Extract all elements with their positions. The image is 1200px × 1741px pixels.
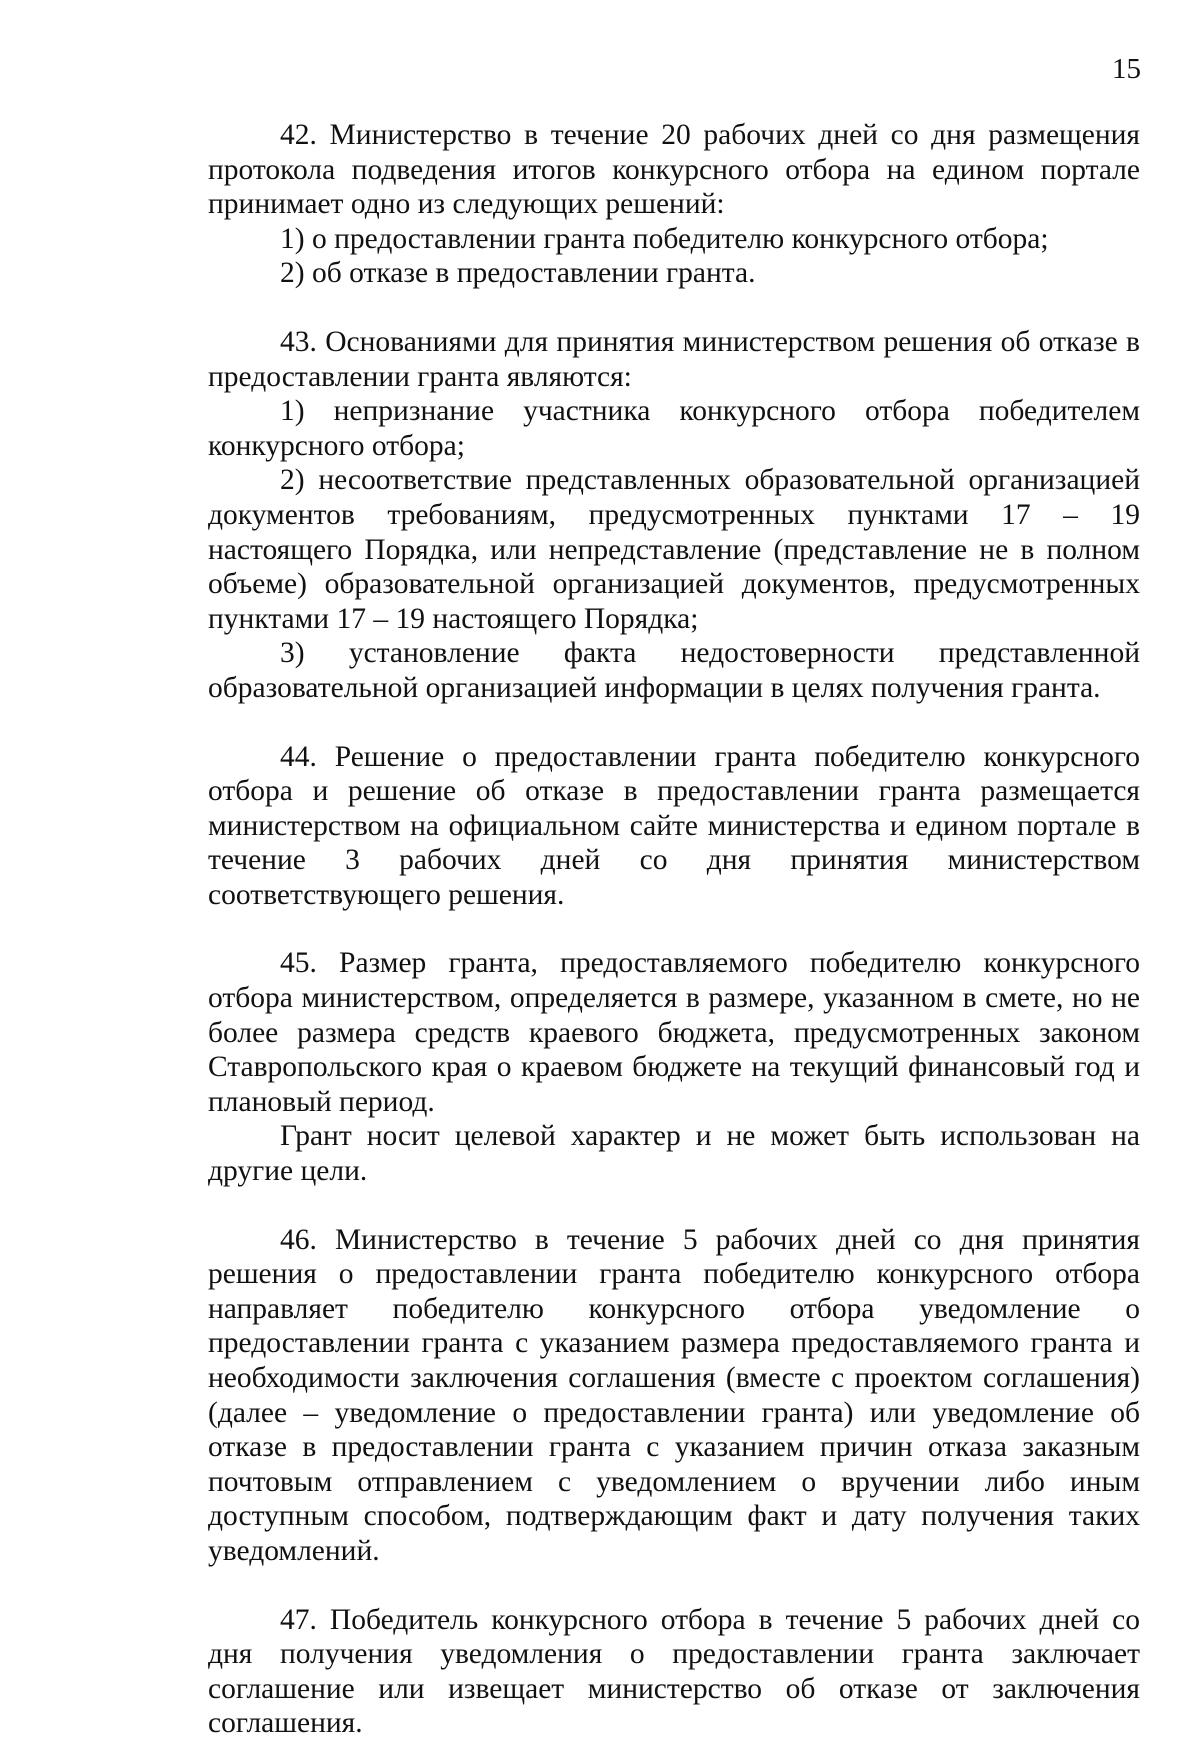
- section-47: [208, 1603, 1140, 1741]
- page-number: 15: [1112, 53, 1141, 85]
- document-body: [208, 118, 1140, 1741]
- list-item: 1) непризнание участника конкурсного отбора победителем конкурсного отбора;: [208, 395, 1140, 462]
- section-44: [208, 740, 1140, 913]
- list-item: 2) об отказе в предоставлении гранта.: [280, 257, 756, 290]
- paragraph-46: 46. Министерство в течение 5 рабочих дней со дня принятия решения о предоставлении гранта победителю конкурсного отбора направляет победителю конкурсного отбора уведомление о предоставлении гранта с указанием размера предоставляемого гранта и необходимости заключения соглашения (вместе с проектом соглашения) (далее – уведомление о предоставлении гранта) или уведомление об отказе в предоставлении гранта с указанием причин отказа заказным почтовым отправлением с уведомлением о вручении либо иным доступным способом, подтверждающим факт и дату получения таких уведомлений.: [208, 1223, 1140, 1567]
- list-item: 1) о предоставлении гранта победителю конкурсного отбора;: [280, 222, 1049, 255]
- paragraph-continuation: Грант носит целевой характер и не может быть использован на другие цели.: [208, 1120, 1140, 1188]
- paragraph-45: 45. Размер гранта, предоставляемого победителю конкурсного отбора министерством, определяется в размере, указанном в смете, но не более размера средств краевого бюджета, предусмотренных законом Ставропольского края о краевом бюджете на текущий финансовый год и плановый период.: [208, 947, 1140, 1118]
- paragraph-47: 47. Победитель конкурсного отбора в течение 5 рабочих дней со дня получения уведомления о предоставлении гранта заключает соглашение или извещает министерство об отказе от заключения соглашения.: [208, 1603, 1140, 1740]
- paragraph-43: 43. Основаниями для принятия министерством решения об отказе в предоставлении гранта являются:: [208, 325, 1140, 393]
- section-43: [208, 325, 1140, 706]
- paragraph-44: 44. Решение о предоставлении гранта победителю конкурсного отбора и решение об отказе в предоставлении гранта размещается министерством на официальном сайте министерства и едином портале в течение 3 рабочих дней со дня принятия министерством соответствующего решения.: [208, 740, 1140, 911]
- paragraph-42: 42. Министерство в течение 20 рабочих дней со дня размещения протокола подведения итогов конкурсного отбора на едином портале принимает одно из следующих решений:: [208, 119, 1140, 221]
- list-item: 2) несоответствие представленных образовательной организацией документов требованиям, предусмотренных пунктами 17 – 19 настоящего Порядка, или непредставление (представление не в полном объеме) образовательной организацией документов, предусмотренных пунктами 17 – 19 настоящего Порядка;: [208, 464, 1140, 635]
- section-45: [208, 946, 1140, 1188]
- section-42: [208, 118, 1140, 291]
- section-46: [208, 1223, 1140, 1569]
- list-item: 3) установление факта недостоверности представленной образовательной организацией информации в целях получения гранта.: [208, 637, 1140, 704]
